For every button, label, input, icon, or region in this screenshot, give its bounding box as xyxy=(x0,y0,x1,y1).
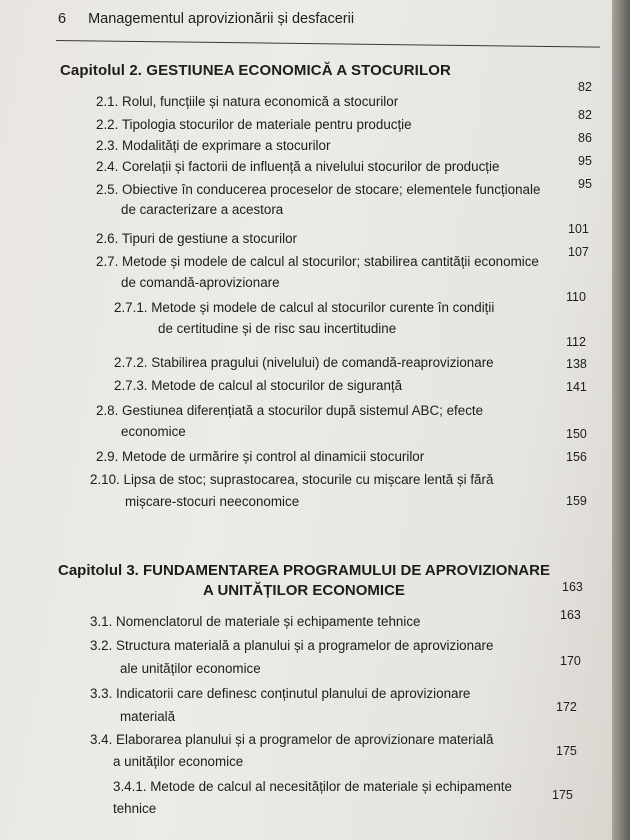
toc-page-2-7: 110 xyxy=(566,290,586,304)
toc-entry-2-7-3: 2.7.3. Metode de calcul al stocurilor de siguranță xyxy=(114,378,403,393)
chapter-2-title: Capitolul 2. GESTIUNEA ECONOMICĂ A STOCURILOR xyxy=(60,62,451,79)
toc-page-3-4: 175 xyxy=(556,744,577,758)
page-number: 6 xyxy=(58,11,67,27)
toc-entry-2-7-1: 2.7.1. Metode și modele de calcul al stocurilor curente în condiții xyxy=(114,300,495,315)
toc-entry-3-4: 3.4. Elaborarea planului și a programelor de aprovizionare materială xyxy=(90,732,494,747)
toc-entry-3-1: 3.1. Nomenclatorul de materiale și echipamente tehnice xyxy=(90,614,421,629)
toc-page-2-8: 150 xyxy=(566,427,587,441)
toc-page-2-1: 82 xyxy=(578,108,592,122)
toc-entry-2-2: 2.2. Tipologia stocurilor de materiale pentru producție xyxy=(96,117,412,132)
chapter-2-page: 82 xyxy=(578,80,592,94)
toc-entry-2-7-1-cont: de certitudine și de risc sau incertitudine xyxy=(158,321,397,336)
toc-entry-3-4-cont: a unităților economice xyxy=(113,754,244,769)
toc-page-2-7-2: 138 xyxy=(566,357,587,371)
toc-entry-3-2: 3.2. Structura materială a planului și a programelor de aprovizionare xyxy=(90,638,494,653)
chapter-3-title: Capitolul 3. FUNDAMENTAREA PROGRAMULUI DE APROVIZIONARE xyxy=(58,562,550,579)
toc-entry-2-5-cont: de caracterizare a acestora xyxy=(121,202,284,217)
toc-entry-3-4-1: 3.4.1. Metode de calcul al necesităților de materiale și echipamente xyxy=(113,779,512,794)
toc-entry-3-2-cont: ale unităților economice xyxy=(120,661,261,676)
toc-page-2-2: 86 xyxy=(578,131,592,145)
toc-page-2-3: 95 xyxy=(578,154,592,168)
running-head-title: Managementul aprovizionării și desfacerii xyxy=(88,11,355,27)
toc-entry-2-7: 2.7. Metode și modele de calcul al stocurilor; stabilirea cantității economice xyxy=(96,254,539,269)
page-edge-shadow xyxy=(612,0,630,840)
toc-entry-2-5: 2.5. Obiective în conducerea proceselor de stocare; elementele funcționale xyxy=(96,182,541,197)
toc-page-2-5: 101 xyxy=(568,222,589,236)
toc-page-2-9: 156 xyxy=(566,450,587,464)
toc-page-2-7-3: 141 xyxy=(566,380,587,394)
toc-entry-2-10: 2.10. Lipsa de stoc; suprastocarea, stocurile cu mișcare lentă și fără xyxy=(90,472,494,487)
chapter-3-page: 163 xyxy=(562,580,583,594)
running-head xyxy=(58,11,354,27)
header-rule xyxy=(56,40,600,48)
toc-page-3-2: 170 xyxy=(560,654,581,668)
chapter-3-title-cont: A UNITĂȚILOR ECONOMICE xyxy=(203,582,405,599)
toc-entry-3-3-cont: materială xyxy=(120,709,176,724)
toc-page-2-6: 107 xyxy=(568,245,589,259)
toc-entry-2-7-2: 2.7.2. Stabilirea pragului (nivelului) de comandă-reaprovizionare xyxy=(114,355,494,370)
toc-entry-2-8-cont: economice xyxy=(121,424,186,439)
toc-page-2-4: 95 xyxy=(578,177,592,191)
toc-entry-3-4-1-cont: tehnice xyxy=(113,801,157,816)
toc-entry-2-9: 2.9. Metode de urmărire și control al dinamicii stocurilor xyxy=(96,449,425,464)
toc-page-3-1: 163 xyxy=(560,608,581,622)
toc-page-2-10: 159 xyxy=(566,494,587,508)
toc-page-3-4-1: 175 xyxy=(552,788,573,802)
toc-entry-2-4: 2.4. Corelații și factorii de influență a nivelului stocurilor de producție xyxy=(96,159,500,174)
toc-entry-2-7-cont: de comandă-aprovizionare xyxy=(121,275,280,290)
toc-entry-3-3: 3.3. Indicatorii care definesc conținutul planului de aprovizionare xyxy=(90,686,471,701)
toc-entry-2-6: 2.6. Tipuri de gestiune a stocurilor xyxy=(96,231,297,246)
toc-page-2-7-1: 112 xyxy=(566,335,586,349)
toc-page-3-3: 172 xyxy=(556,700,577,714)
toc-entry-2-3: 2.3. Modalități de exprimare a stocurilor xyxy=(96,138,331,153)
toc-entry-2-8: 2.8. Gestiunea diferențiată a stocurilor după sistemul ABC; efecte xyxy=(96,403,484,418)
toc-entry-2-10-cont: mișcare-stocuri neeconomice xyxy=(125,494,300,509)
toc-entry-2-1: 2.1. Rolul, funcțiile și natura economică a stocurilor xyxy=(96,94,399,109)
